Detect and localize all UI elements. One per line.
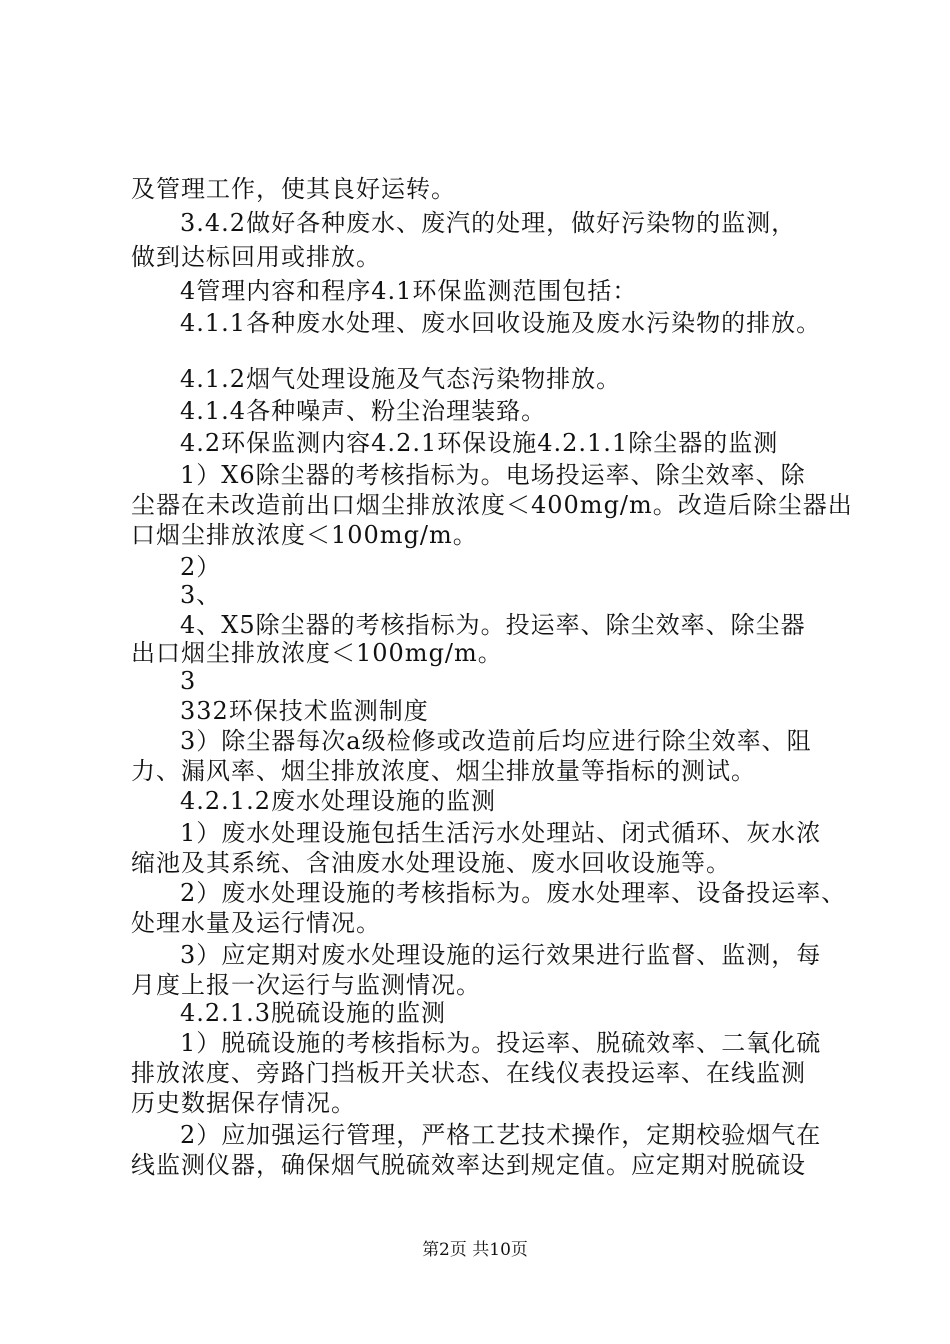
text-line: 332环保技术监测制度 — [180, 697, 429, 725]
text-line: 3、 — [180, 581, 222, 609]
text-line: 处理水量及运行情况。 — [131, 909, 381, 937]
text-line: 2）应加强运行管理，严格工艺技术操作，定期校验烟气在 — [180, 1121, 822, 1149]
text-line: 4.2环保监测内容4.2.1环保设施4.2.1.1除尘器的监测 — [180, 429, 779, 457]
text-line: 4.1.2烟气处理设施及气态污染物排放。 — [180, 365, 622, 393]
text-line: 4.1.4各种噪声、粉尘治理装臵。 — [180, 397, 547, 425]
text-line: 排放浓度、旁路门挡板开关状态、在线仪表投运率、在线监测 — [131, 1059, 806, 1087]
text-line: 做到达标回用或排放。 — [131, 243, 381, 271]
text-line: 4管理内容和程序4.1环保监测范围包括： — [180, 277, 638, 305]
text-line: 1）脱硫设施的考核指标为。投运率、脱硫效率、二氧化硫 — [180, 1029, 822, 1057]
text-line: 1）废水处理设施包括生活污水处理站、闭式循环、灰水浓 — [180, 819, 822, 847]
text-line: 4.1.1各种废水处理、废水回收设施及废水污染物的排放。 — [180, 309, 822, 337]
text-line: 2） — [180, 553, 222, 581]
text-line: 力、漏风率、烟尘排放浓度、烟尘排放量等指标的测试。 — [131, 757, 756, 785]
text-line: 2）废水处理设施的考核指标为。废水处理率、设备投运率、 — [180, 879, 847, 907]
text-line: 口烟尘排放浓度＜100mg/m。 — [131, 521, 478, 549]
text-line: 月度上报一次运行与监测情况。 — [131, 971, 481, 999]
text-line: 尘器在未改造前出口烟尘排放浓度＜400mg/m。改造后除尘器出 — [131, 491, 853, 519]
text-line: 4.2.1.2废水处理设施的监测 — [180, 787, 496, 815]
text-line: 缩池及其系统、含油废水处理设施、废水回收设施等。 — [131, 849, 731, 877]
page-footer: 第2页 共10页 — [422, 1240, 528, 1260]
text-line: 4.2.1.3脱硫设施的监测 — [180, 999, 446, 1027]
text-line: 4、X5除尘器的考核指标为。投运率、除尘效率、除尘器 — [180, 611, 806, 639]
text-line: 出口烟尘排放浓度＜100mg/m。 — [131, 639, 503, 667]
text-line: 历史数据保存情况。 — [131, 1089, 356, 1117]
text-line: 3）应定期对废水处理设施的运行效果进行监督、监测，每 — [180, 941, 822, 969]
text-line: 3）除尘器每次a级检修或改造前后均应进行除尘效率、阻 — [180, 727, 812, 755]
text-line: 及管理工作，使其良好运转。 — [131, 175, 456, 203]
text-line: 1）X6除尘器的考核指标为。电场投运率、除尘效率、除 — [180, 461, 806, 489]
text-line: 线监测仪器，确保烟气脱硫效率达到规定值。应定期对脱硫设 — [131, 1151, 806, 1179]
text-line: 3 — [180, 667, 197, 695]
text-line: 3.4.2做好各种废水、废汽的处理，做好污染物的监测， — [180, 209, 797, 237]
